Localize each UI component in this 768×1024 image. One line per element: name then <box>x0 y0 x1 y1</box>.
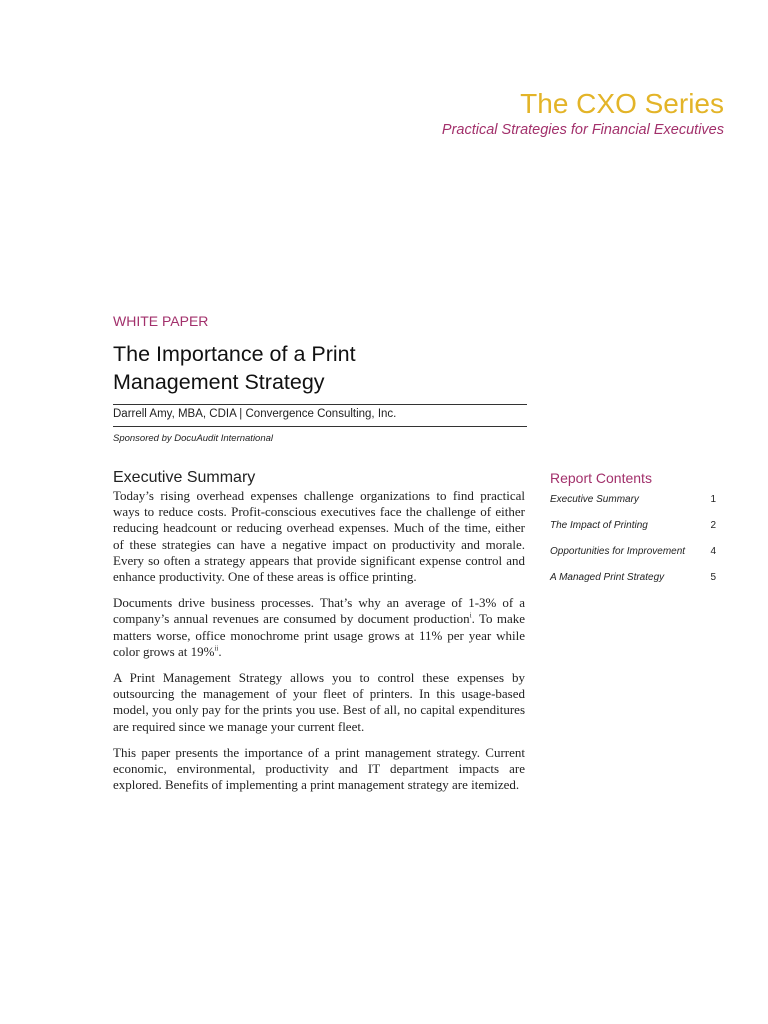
document-type-label: WHITE PAPER <box>113 313 209 329</box>
summary-paragraph-4: This paper presents the importance of a print management strategy. Current economic, environmental, productivity and IT department impacts are explored. Benefits of implementing a print management strategy are itemized. <box>113 744 525 793</box>
toc-item-label: The Impact of Printing <box>550 520 648 531</box>
toc-item-opportunities[interactable] <box>550 546 716 572</box>
title-divider-top <box>113 404 527 405</box>
toc-item-page: 2 <box>710 520 716 531</box>
summary-paragraph-2-part-b: . To make matters worse, office monochrome print usage grows at 11% per year while color grows at 19% <box>113 611 526 659</box>
toc-item-label: A Managed Print Strategy <box>550 572 665 583</box>
document-title <box>113 340 356 396</box>
toc-item-label: Executive Summary <box>550 494 639 505</box>
report-contents-heading: Report Contents <box>550 470 652 486</box>
series-title: The CXO Series <box>520 88 724 119</box>
author-line: Darrell Amy, MBA, CDIA | Convergence Consulting, Inc. <box>113 408 397 420</box>
toc-item-page: 5 <box>710 572 716 583</box>
toc-item-executive-summary[interactable] <box>550 494 716 520</box>
executive-summary-body <box>113 488 525 803</box>
toc-item-managed-print-strategy[interactable] <box>550 572 716 598</box>
toc-item-label: Opportunities for Improvement <box>550 546 686 557</box>
summary-paragraph-1: Today’s rising overhead expenses challenge organizations to find practical ways to reduce costs. Profit-conscious executives face the challenge of either reducing headcount or reducing overhead expenses. Much of the time, either of these strategies can have a negative impact on productivity and morale. Every so often a strategy appears that provide significant expense control and enhance productivity. One of these areas is office printing. <box>113 488 525 585</box>
executive-summary-heading: Executive Summary <box>113 469 256 486</box>
report-contents-list <box>550 494 716 598</box>
toc-item-impact-of-printing[interactable] <box>550 520 716 546</box>
document-title-line-1: The Importance of a Print <box>113 342 356 366</box>
title-divider-bottom <box>113 426 527 427</box>
document-title-line-2: Management Strategy <box>113 370 325 394</box>
series-subtitle: Practical Strategies for Financial Executives <box>441 122 724 138</box>
summary-paragraph-3: A Print Management Strategy allows you to control these expenses by outsourcing the management of your fleet of printers. In this usage-based model, you only pay for the prints you use. Best of all, no capital expenditures are required since we manage your current fleet. <box>113 670 525 734</box>
toc-item-page: 4 <box>710 546 716 557</box>
summary-paragraph-2-part-c: . <box>218 643 222 659</box>
footnote-ref-i[interactable]: i <box>469 612 472 621</box>
summary-paragraph-2 <box>113 595 525 660</box>
toc-item-page: 1 <box>710 494 716 505</box>
summary-paragraph-2-part-a: Documents drive business processes. That’s why an average of 1-3% of a company’s annual revenues are consumed by document production <box>113 595 525 627</box>
sponsor-line: Sponsored by DocuAudit International <box>113 433 274 444</box>
footnote-ref-ii[interactable]: ii <box>214 644 219 653</box>
